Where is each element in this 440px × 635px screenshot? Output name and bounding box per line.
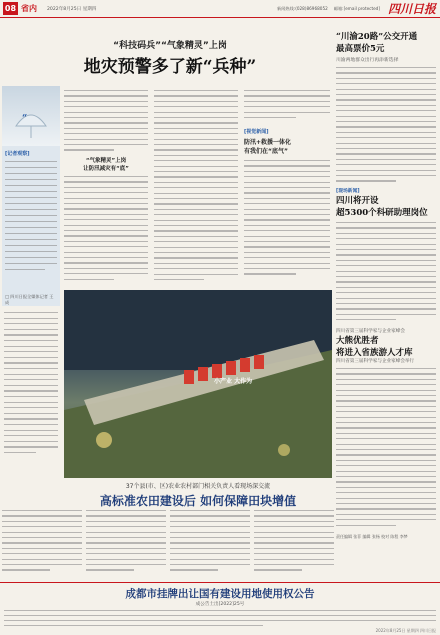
text-line bbox=[254, 564, 334, 565]
text-line bbox=[4, 312, 58, 313]
text-line bbox=[254, 515, 334, 516]
text-line bbox=[64, 101, 148, 102]
text-line bbox=[4, 334, 58, 335]
text-line bbox=[170, 515, 250, 516]
text-line bbox=[2, 559, 82, 560]
text-line bbox=[4, 452, 36, 453]
text-line bbox=[64, 106, 148, 107]
text-line bbox=[336, 319, 396, 320]
story3-tag: 四川省第三届科学家与企业家峰会 bbox=[336, 329, 405, 334]
photo-caption-box bbox=[2, 310, 60, 470]
text-line bbox=[64, 262, 148, 263]
text-line bbox=[2, 510, 82, 511]
text-line bbox=[336, 249, 436, 250]
text-line bbox=[2, 553, 82, 554]
text-line bbox=[2, 542, 82, 543]
text-line bbox=[336, 406, 436, 407]
text-line bbox=[154, 133, 238, 134]
text-line bbox=[244, 257, 330, 258]
story1-title: “川渝20路”公交开通 bbox=[336, 32, 418, 42]
text-line bbox=[336, 89, 436, 90]
text-line bbox=[336, 126, 436, 127]
text-line bbox=[244, 252, 330, 253]
bottom-mark: 2022年8月25日 星期四 四川日报 bbox=[375, 628, 436, 633]
text-line bbox=[154, 160, 238, 161]
text-line bbox=[64, 128, 148, 129]
text-line bbox=[336, 308, 436, 309]
text-line bbox=[4, 323, 58, 324]
story2-tag: [现场新闻] bbox=[336, 189, 360, 194]
middle-tag: [视觉新闻] bbox=[244, 129, 269, 135]
text-line bbox=[336, 94, 436, 95]
text-line bbox=[154, 236, 238, 237]
text-line bbox=[244, 182, 330, 183]
text-line bbox=[336, 487, 436, 488]
text-line bbox=[4, 430, 58, 431]
text-line bbox=[2, 537, 82, 538]
text-line bbox=[64, 187, 148, 188]
paper-logo: 四川日报 bbox=[387, 2, 436, 16]
text-line bbox=[244, 203, 330, 204]
text-line bbox=[244, 101, 330, 102]
text-line bbox=[4, 346, 58, 347]
text-line bbox=[86, 553, 166, 554]
text-line bbox=[170, 521, 250, 522]
text-line bbox=[154, 101, 238, 102]
sidebar-header: [记者观察] bbox=[5, 151, 30, 157]
text-line bbox=[244, 263, 330, 264]
issue-date: 2022年8月25日 星期四 bbox=[47, 6, 97, 12]
text-line bbox=[244, 90, 330, 91]
text-line bbox=[86, 564, 166, 565]
text-line bbox=[154, 149, 238, 150]
text-line bbox=[2, 526, 82, 527]
text-line bbox=[154, 139, 238, 140]
text-line bbox=[64, 246, 148, 247]
text-line bbox=[64, 139, 148, 140]
text-line bbox=[244, 165, 330, 166]
text-line bbox=[244, 246, 330, 247]
text-line bbox=[154, 117, 238, 118]
news-photo bbox=[64, 290, 332, 478]
text-line bbox=[154, 95, 238, 96]
photo-caption: 37个县(市、区)农业农村部门相关负责人看现场深交流 bbox=[125, 483, 271, 490]
text-line bbox=[336, 121, 436, 122]
story1-lede: 川渝两地群众出行再添新选择 bbox=[336, 58, 399, 63]
text-line bbox=[4, 610, 436, 611]
text-line bbox=[244, 268, 330, 269]
text-line bbox=[254, 537, 334, 538]
text-line bbox=[154, 171, 238, 172]
text-line bbox=[4, 441, 58, 442]
text-line bbox=[2, 569, 50, 570]
text-line bbox=[254, 559, 334, 560]
page-number-badge bbox=[3, 2, 18, 15]
text-line bbox=[336, 116, 436, 117]
text-line bbox=[154, 220, 238, 221]
text-line bbox=[64, 268, 148, 269]
text-line bbox=[244, 106, 330, 107]
text-line bbox=[244, 209, 330, 210]
text-line bbox=[336, 519, 436, 520]
lead-title: 地灾预警多了新“兵种” bbox=[83, 57, 257, 77]
sidebar-caption: □ 四川日报全媒体记者 王成 bbox=[5, 294, 54, 305]
text-line bbox=[244, 117, 296, 118]
text-line bbox=[336, 105, 436, 106]
notice-title: 成都市挂牌出让国有建设用地使用权公告 bbox=[125, 588, 315, 600]
text-line bbox=[64, 257, 148, 258]
text-line bbox=[336, 384, 436, 385]
text-line bbox=[4, 340, 58, 341]
text-line bbox=[336, 83, 436, 84]
text-line bbox=[336, 132, 436, 133]
lead-kicker: “科技码兵”“气象精灵”上岗 bbox=[113, 41, 227, 51]
text-line bbox=[154, 182, 238, 183]
text-line bbox=[336, 503, 436, 504]
text-line bbox=[86, 526, 166, 527]
text-line bbox=[244, 236, 330, 237]
text-line bbox=[4, 402, 58, 403]
text-line bbox=[244, 112, 330, 113]
text-line bbox=[154, 274, 238, 275]
text-line bbox=[154, 112, 238, 113]
text-line bbox=[170, 553, 250, 554]
text-line bbox=[2, 548, 82, 549]
text-line bbox=[336, 143, 436, 144]
text-line bbox=[64, 225, 148, 226]
section-label: 省内 bbox=[21, 4, 37, 13]
text-line bbox=[2, 564, 82, 565]
text-line bbox=[2, 515, 82, 516]
text-line bbox=[64, 117, 148, 118]
text-line bbox=[336, 525, 396, 526]
sign-text: 小产业 大作为 bbox=[214, 378, 253, 385]
text-line bbox=[254, 521, 334, 522]
notice-sub: 成公告土出[2022]25号 bbox=[195, 602, 245, 607]
text-line bbox=[4, 418, 58, 419]
text-line bbox=[244, 219, 330, 220]
text-line bbox=[64, 95, 148, 96]
text-line bbox=[244, 214, 330, 215]
text-line bbox=[64, 90, 148, 91]
text-line bbox=[336, 454, 436, 455]
text-line bbox=[244, 273, 296, 274]
text-line bbox=[244, 192, 330, 193]
text-line bbox=[254, 510, 334, 511]
middle-title: 防汛+救援一体化 bbox=[244, 139, 292, 146]
text-line bbox=[154, 187, 238, 188]
text-line bbox=[154, 90, 238, 91]
text-line bbox=[170, 537, 250, 538]
text-line bbox=[336, 460, 436, 461]
text-line bbox=[154, 122, 238, 123]
text-line bbox=[336, 368, 436, 369]
text-line bbox=[336, 164, 436, 165]
text-line bbox=[64, 214, 148, 215]
text-line bbox=[336, 67, 436, 68]
text-line bbox=[244, 187, 330, 188]
text-line bbox=[154, 144, 238, 145]
text-line bbox=[336, 498, 436, 499]
text-line bbox=[4, 368, 58, 369]
story2-sub: 超5300个科研助理岗位 bbox=[336, 208, 428, 218]
text-line bbox=[336, 417, 436, 418]
text-line bbox=[336, 476, 436, 477]
text-line bbox=[336, 438, 436, 439]
text-line bbox=[336, 227, 436, 228]
text-line bbox=[4, 329, 58, 330]
text-line bbox=[4, 413, 58, 414]
text-line bbox=[4, 620, 436, 621]
notice-banner bbox=[0, 582, 440, 627]
text-line bbox=[86, 521, 166, 522]
text-line bbox=[244, 230, 330, 231]
lead-subhead-2: 让防汛减灾有“底” bbox=[83, 166, 129, 172]
text-line bbox=[244, 95, 330, 96]
text-line bbox=[154, 209, 238, 210]
text-line bbox=[244, 176, 330, 177]
text-line bbox=[4, 407, 58, 408]
umbrella-illustration bbox=[2, 86, 60, 146]
text-line bbox=[64, 230, 148, 231]
text-line bbox=[244, 160, 330, 161]
text-line bbox=[86, 548, 166, 549]
story3-title: 大熊优胜者 bbox=[336, 336, 379, 346]
bottom-article bbox=[2, 508, 334, 580]
text-line bbox=[64, 219, 148, 220]
right-column bbox=[336, 20, 438, 600]
text-line bbox=[86, 532, 166, 533]
text-line bbox=[336, 379, 436, 380]
text-line bbox=[154, 225, 238, 226]
text-line bbox=[336, 159, 436, 160]
text-line bbox=[154, 247, 238, 248]
text-line bbox=[154, 263, 238, 264]
story1-sub: 最高票价5元 bbox=[336, 44, 385, 54]
text-line bbox=[336, 449, 436, 450]
text-line bbox=[244, 241, 330, 242]
text-line bbox=[336, 292, 436, 293]
text-line bbox=[336, 238, 436, 239]
text-line bbox=[4, 318, 58, 319]
text-line bbox=[254, 526, 334, 527]
text-line bbox=[64, 112, 148, 113]
text-line bbox=[4, 379, 58, 380]
text-line bbox=[4, 435, 58, 436]
text-line bbox=[254, 542, 334, 543]
text-line bbox=[336, 395, 436, 396]
lead-subhead-1: “气象精灵”上岗 bbox=[85, 158, 127, 164]
email: 邮箱:[email protected] bbox=[333, 5, 380, 11]
text-line bbox=[170, 510, 250, 511]
text-line bbox=[4, 424, 58, 425]
text-line bbox=[154, 193, 238, 194]
text-line bbox=[336, 244, 436, 245]
text-line bbox=[154, 279, 204, 280]
text-line bbox=[64, 144, 148, 145]
text-line bbox=[170, 548, 250, 549]
text-line bbox=[336, 400, 436, 401]
text-line bbox=[4, 362, 58, 363]
text-line bbox=[154, 176, 238, 177]
text-line bbox=[170, 526, 250, 527]
text-line bbox=[336, 433, 436, 434]
text-line bbox=[4, 351, 58, 352]
text-line bbox=[154, 166, 238, 167]
text-line bbox=[244, 171, 330, 172]
svg-text:“: “ bbox=[22, 114, 28, 124]
text-line bbox=[4, 374, 58, 375]
text-line bbox=[336, 110, 436, 111]
sidebar-box bbox=[2, 86, 60, 306]
text-line bbox=[154, 198, 238, 199]
text-line bbox=[64, 133, 148, 134]
text-line bbox=[154, 252, 238, 253]
text-line bbox=[4, 446, 58, 447]
text-line bbox=[154, 230, 238, 231]
text-line bbox=[154, 241, 238, 242]
text-line bbox=[254, 532, 334, 533]
text-line bbox=[64, 198, 148, 199]
header-bar bbox=[0, 0, 440, 18]
text-line bbox=[154, 203, 238, 204]
story3-lede: 四川省第三届科学家与企业家峰会举行 bbox=[336, 359, 415, 364]
text-line bbox=[86, 559, 166, 560]
text-line bbox=[336, 465, 436, 466]
text-line bbox=[336, 481, 436, 482]
sidebar-text bbox=[2, 159, 60, 294]
page-number: 08 bbox=[4, 4, 17, 13]
text-line bbox=[4, 396, 58, 397]
text-line bbox=[336, 492, 436, 493]
text-line bbox=[86, 542, 166, 543]
text-line bbox=[254, 553, 334, 554]
photo-headline: 高标准农田建设后 如何保障田块增值 bbox=[99, 494, 297, 508]
text-line bbox=[64, 241, 148, 242]
text-line bbox=[244, 198, 330, 199]
text-line bbox=[170, 532, 250, 533]
text-line bbox=[336, 148, 436, 149]
text-line bbox=[86, 515, 166, 516]
text-line bbox=[4, 625, 263, 626]
text-line bbox=[336, 271, 436, 272]
hotline: 新闻热线:(028)86968052 bbox=[277, 5, 328, 11]
text-line bbox=[170, 564, 250, 565]
text-line bbox=[336, 170, 436, 171]
text-line bbox=[64, 203, 148, 204]
text-line bbox=[336, 281, 436, 282]
text-line bbox=[154, 155, 238, 156]
text-line bbox=[4, 357, 58, 358]
text-line bbox=[336, 72, 436, 73]
text-line bbox=[64, 122, 148, 123]
text-line bbox=[336, 298, 436, 299]
text-line bbox=[336, 514, 436, 515]
text-line bbox=[254, 569, 302, 570]
text-line bbox=[64, 279, 114, 280]
story3-sub: 将进入省族游人才库 bbox=[336, 348, 413, 358]
text-line bbox=[64, 149, 114, 150]
text-line bbox=[170, 559, 250, 560]
text-line bbox=[336, 175, 436, 176]
middle-subtitle: 有我们在“底气” bbox=[244, 148, 288, 155]
text-line bbox=[336, 260, 436, 261]
text-line bbox=[336, 99, 436, 100]
text-line bbox=[170, 569, 218, 570]
text-line bbox=[154, 214, 238, 215]
text-line bbox=[154, 268, 238, 269]
text-line bbox=[336, 508, 436, 509]
text-line bbox=[64, 235, 148, 236]
text-line bbox=[336, 411, 436, 412]
text-line bbox=[64, 176, 148, 177]
text-line bbox=[336, 287, 436, 288]
sidebar-illustration bbox=[2, 86, 60, 146]
text-line bbox=[336, 222, 436, 223]
text-line bbox=[154, 257, 238, 258]
text-line bbox=[336, 137, 436, 138]
text-line bbox=[336, 276, 436, 277]
text-line bbox=[64, 192, 148, 193]
text-line bbox=[4, 385, 58, 386]
text-line bbox=[336, 153, 436, 154]
text-line bbox=[4, 615, 436, 616]
text-line bbox=[86, 569, 134, 570]
text-line bbox=[336, 390, 436, 391]
text-line bbox=[254, 548, 334, 549]
text-line bbox=[336, 180, 396, 181]
text-line bbox=[336, 444, 436, 445]
text-line bbox=[336, 233, 436, 234]
text-line bbox=[64, 181, 148, 182]
text-line bbox=[2, 521, 82, 522]
text-line bbox=[154, 128, 238, 129]
text-line bbox=[336, 265, 436, 266]
text-line bbox=[86, 510, 166, 511]
text-line bbox=[336, 78, 436, 79]
text-line bbox=[336, 471, 436, 472]
text-line bbox=[336, 373, 436, 374]
text-line bbox=[86, 537, 166, 538]
text-line bbox=[336, 427, 436, 428]
text-line bbox=[336, 422, 436, 423]
text-line bbox=[244, 225, 330, 226]
credits: 责任编辑 张菲 编辑 张杨 校对 陈程 李梦 bbox=[336, 534, 408, 539]
text-line bbox=[64, 208, 148, 209]
text-line bbox=[170, 542, 250, 543]
text-line bbox=[2, 532, 82, 533]
text-line bbox=[336, 254, 436, 255]
text-line bbox=[336, 303, 436, 304]
text-line bbox=[64, 252, 148, 253]
text-line bbox=[336, 314, 436, 315]
text-line bbox=[154, 106, 238, 107]
story2-title: 四川将开设 bbox=[336, 196, 379, 206]
text-line bbox=[64, 273, 148, 274]
photo-scene bbox=[64, 290, 332, 478]
middle-box bbox=[244, 128, 330, 188]
text-line bbox=[4, 390, 58, 391]
